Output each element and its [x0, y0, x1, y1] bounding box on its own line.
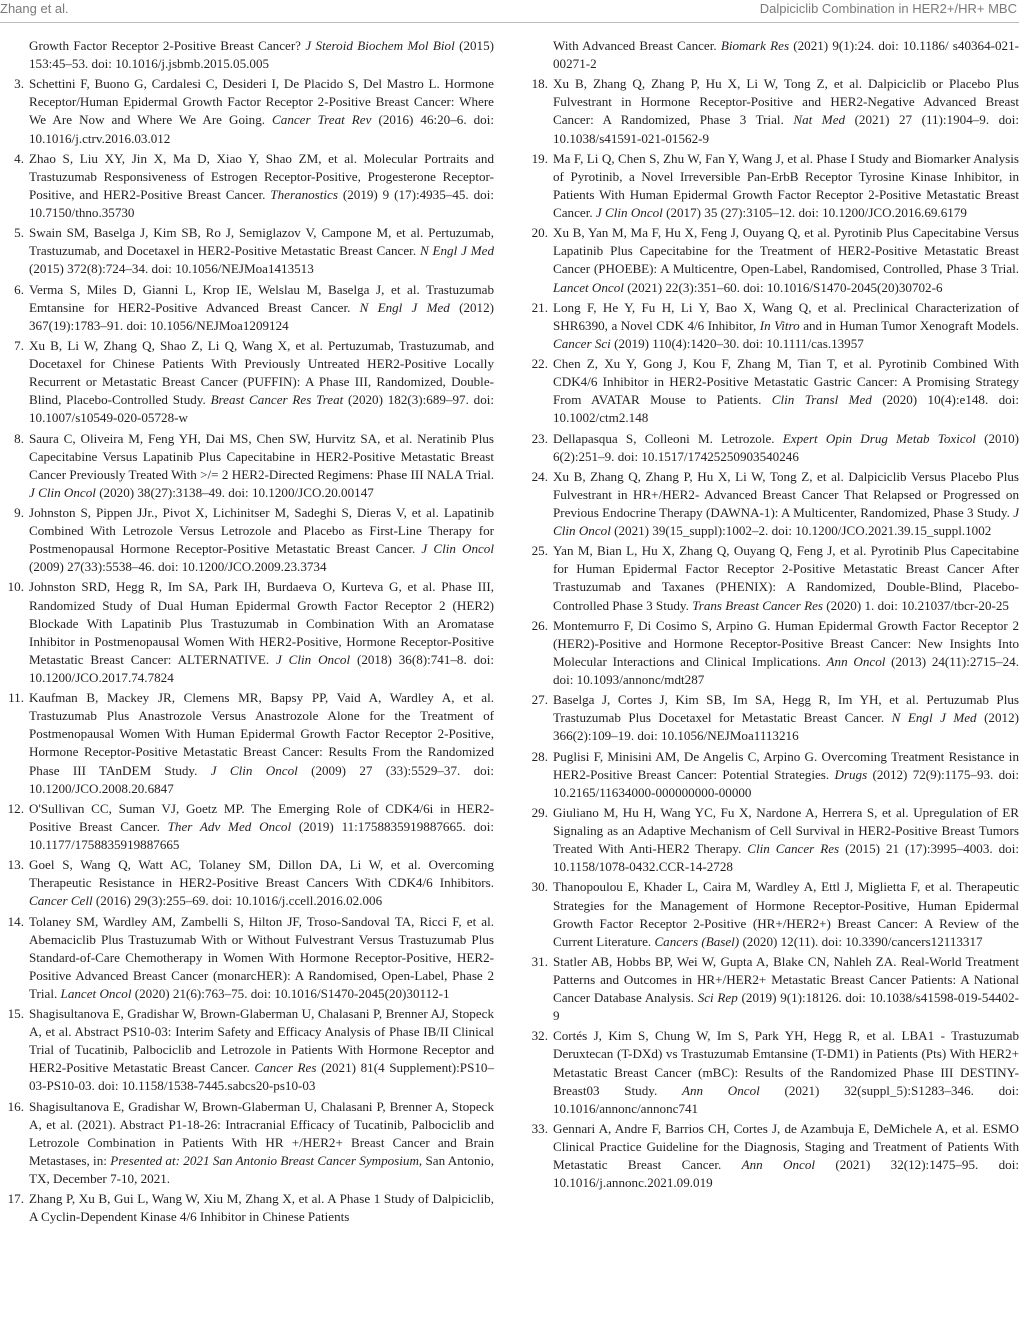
reference-number: 27. [531, 692, 548, 708]
reference-text: (2009) 27(33):5538–46. doi: 10.1200/JCO.2009.23.3734 [29, 559, 327, 575]
running-header-title: Dalpiciclib Combination in HER2+/HR+ MBC [759, 1, 1017, 16]
reference-text: Giuliano M, Hu H, Wang YC, Fu X, Nardone A, Herrera S, et al. Upregulation of ER Signaling as an Adaptive Mechanism of Cell Survival in HER2-Positive Breast Tumors Treated With Anti-HER2 Therapy. [553, 804, 1019, 857]
reference-text: (2017) 35 (27):3105–12. doi: 10.1200/JCO.2016.69.6179 [662, 205, 967, 221]
reference-text: Xu B, Zhang Q, Zhang P, Hu X, Li W, Tong Z, et al. Dalpiciclib Versus Placebo Plus Fulvestrant in HR+/HER2- Advanced Breast Cancer That Relapsed or Progressed on Previous Endocrine Therapy (DAWNA-1): A Multicenter, Randomized, Phase 3 Study. [553, 468, 1019, 520]
reference-number: 3. [14, 76, 24, 92]
reference-text: Yan M, Bian L, Hu X, Zhang Q, Ouyang Q, Feng J, et al. Pyrotinib Plus Capecitabine for Human Epidermal Factor Receptor 2-Positive Metastatic Breast Cancer After Trastuzumab and Taxanes (PHENIX): A Randomized, Double-Blind, Placebo-Controlled Phase 3 Study. [553, 543, 1019, 613]
reference-text: (2016) 29(3):255–69. doi: 10.1016/j.ccell.2016.02.006 [92, 893, 383, 909]
reference-item [524, 224, 1019, 296]
reference-item [0, 281, 494, 335]
reference-number: 12. [7, 800, 24, 816]
reference-text: Swain SM, Baselga J, Kim SB, Ro J, Semiglazov V, Campone M, et al. Pertuzumab, Trastuzumab, and Docetaxel in HER2-Positive Metastatic Breast Cancer. [29, 225, 494, 259]
reference-continuation [0, 37, 494, 73]
reference-item [0, 1005, 494, 1095]
reference-item [524, 468, 1019, 540]
reference-journal: Clin Transl Med [771, 392, 872, 408]
reference-journal: Trans Breast Cancer Res [692, 597, 824, 613]
reference-text: Gennari A, Andre F, Barrios CH, Cortes J, de Azambuja E, DeMichele A, et al. ESMO Clinical Practice Guideline for the Diagnosis, Staging and Treatment of Patients With Metastatic Breast Cancer. [553, 1120, 1019, 1173]
reference-item [524, 75, 1019, 147]
reference-text: (2019) 11:1758835919887665. doi: 10.1177/1758835919887665 [29, 818, 494, 852]
reference-number: 5. [14, 225, 24, 241]
reference-text: Tolaney SM, Wardley AM, Zambelli S, Hilton JF, Troso-Sandoval TA, Ricci F, et al. Abemaciclib Plus Trastuzumab With or Without Fulvestrant Versus Trastuzumab Plus Standard-of-Care Chemotherapy in Women With Hormone Receptor-Positive, HER2-Positive Advanced Breast Cancer (monarcHER): A Randomised, Open-Label, Phase 2 Trial. [29, 913, 494, 1001]
reference-text: (2015) 21 (17):3995–4003. doi: 10.1158/1078-0432.CCR-14-2728 [553, 841, 1019, 875]
reference-text: (2020) 182(3):689–97. doi: 10.1007/s10549-020-05728-w [29, 392, 495, 426]
reference-text: Zhao S, Liu XY, Jin X, Ma D, Xiao Y, Shao ZM, et al. Molecular Portraits and Trastuzumab Responsiveness of Estrogen Receptor-Positive, Progesterone Receptor-Positive, and HER2-Positive Breast Cancer. [29, 150, 494, 202]
reference-number: 4. [14, 150, 24, 166]
reference-number: 21. [531, 299, 548, 315]
reference-text: Long F, He Y, Fu H, Li Y, Bao X, Wang Q, et al. Preclinical Characterization of SHR6390, a Novel CDK 4/6 Inhibitor, [553, 299, 1019, 333]
reference-journal: J Clin Oncol [210, 762, 298, 778]
reference-text: Verma S, Miles D, Gianni L, Krop IE, Welslau M, Baselga J, et al. Trastuzumab Emtansine for HER2-Positive Advanced Breast Cancer. [29, 281, 494, 315]
reference-item [0, 856, 494, 910]
reference-item [524, 430, 1019, 466]
reference-text: Chen Z, Xu Y, Gong J, Kou F, Zhang M, Tian T, et al. Pyrotinib Combined With CDK4/6 Inhibitor in HER2-Positive Metastatic Gastric Cancer: A Promising Strategy From AVATAR Mouse to Patients. [553, 356, 1019, 408]
reference-journal: Clin Cancer Res [747, 841, 840, 857]
reference-text: Montemurro F, Di Cosimo S, Arpino G. Human Epidermal Growth Factor Receptor 2 (HER2)-Positive and Hormone Receptor-Positive Breast Cancer: New Insights Into Molecular Interactions and Clinical Implications. [553, 617, 1019, 669]
reference-text: (2019) 9(1):18126. doi: 10.1038/s41598-019-54402-9 [553, 990, 1019, 1024]
reference-item [524, 1027, 1019, 1117]
reference-text: (2013) 24(11):2715–24. doi: 10.1093/annonc/mdt287 [553, 653, 1019, 688]
reference-text: Xu B, Yan M, Ma F, Hu X, Feng J, Ouyang Q, et al. Pyrotinib Plus Capecitabine Versus Lapatinib Plus Capecitabine for the Treatment of HER2-Positive Metastatic Breast Cancer (PHOEBE): A Multicentre, Open-Label, Randomised, Controlled, Phase 3 Trial. [553, 225, 1019, 277]
reference-text: Puglisi F, Minisini AM, De Angelis C, Arpino G. Overcoming Treatment Resistance in HER2-Positive Breast Cancer: Potential Strategies. [553, 748, 1019, 782]
reference-number: 28. [531, 748, 548, 764]
reference-journal: J Clin Oncol [421, 541, 494, 557]
reference-journal: Cancer Treat Rev [272, 112, 372, 128]
reference-item [524, 150, 1019, 222]
reference-number: 23. [531, 430, 548, 446]
reference-number: 24. [531, 468, 548, 484]
reference-journal: Drugs [834, 766, 868, 782]
reference-text: (2020) 12(11). doi: 10.3390/cancers12113317 [739, 933, 983, 949]
reference-journal: N Engl J Med [359, 299, 450, 315]
reference-text: (2019) 110(4):1420–30. doi: 10.1111/cas.13957 [610, 335, 864, 351]
reference-journal: Ann Oncol [826, 653, 886, 669]
reference-journal: Ann Oncol [741, 1157, 816, 1173]
reference-text: Goel S, Wang Q, Watt AC, Tolaney SM, Dillon DA, Li W, et al. Overcoming Therapeutic Resistance in HER2-Positive Breast Cancers With CDK4/6 Inhibitors. [29, 857, 494, 891]
reference-journal: Nat Med [793, 112, 846, 128]
reference-text: (2016) 46:20–6. doi: 10.1016/j.ctrv.2016.03.012 [29, 112, 494, 146]
reference-journal: Breast Cancer Res Treat [210, 392, 344, 408]
reference-text: (2021) 9(1):24. doi: 10.1186/ s40364-021-00271-2 [553, 38, 1019, 72]
reference-journal: Ann Oncol [681, 1082, 760, 1098]
reference-text: Baselga J, Cortes J, Kim SB, Im SA, Hegg R, Im YH, et al. Pertuzumab Plus Trastuzumab Plus Docetaxel for Metastatic Breast Cancer. [553, 692, 1019, 726]
reference-text: O'Sullivan CC, Suman VJ, Goetz MP. The Emerging Role of CDK4/6i in HER2-Positive Breast Cancer. [29, 800, 494, 834]
reference-number: 13. [7, 857, 24, 873]
reference-item [0, 913, 494, 1003]
reference-number: 16. [7, 1098, 24, 1114]
reference-item [524, 691, 1019, 745]
reference-item [0, 337, 494, 427]
reference-text: (2020) 21(6):763–75. doi: 10.1016/S1470-2045(20)30112-1 [131, 985, 450, 1001]
reference-text: (2020) 38(27):3138–49. doi: 10.1200/JCO.20.00147 [95, 484, 374, 500]
reference-number: 30. [531, 879, 548, 895]
reference-text: and in Human Tumor Xenograft Models. [799, 317, 1019, 333]
reference-text: Growth Factor Receptor 2-Positive Breast Cancer? [29, 38, 306, 53]
reference-journal: Sci Rep [697, 990, 738, 1006]
reference-text: (2010) 6(2):251–9. doi: 10.1517/17425250903540246 [553, 430, 1019, 464]
reference-journal: Lancet Oncol [553, 279, 624, 295]
reference-text: (2020) 1. doi: 10.21037/tbcr-20-25 [823, 597, 1009, 613]
reference-journal: Theranostics [270, 186, 338, 202]
reference-text: (2021) 39(15_suppl):1002–2. doi: 10.1200/JCO.2021.39.15_suppl.1002 [610, 523, 992, 539]
reference-text: (2021) 32(12):1475–95. doi: 10.1016/j.annonc.2021.09.019 [553, 1157, 1019, 1191]
reference-journal: Biomark Res [720, 38, 790, 53]
reference-journal: Ther Adv Med Oncol [167, 818, 292, 834]
reference-text: (2015) 372(8):724–34. doi: 10.1056/NEJMoa1413513 [29, 261, 314, 277]
reference-journal: J Clin Oncol [29, 484, 96, 500]
reference-item [0, 1190, 494, 1226]
reference-number: 8. [14, 430, 24, 446]
reference-journal: Expert Opin Drug Metab Toxicol [782, 430, 976, 446]
reference-text: (2021) 81(4 Supplement):PS10–03-PS10-03. doi: 10.1158/1538-7445.sabcs20-ps10-03 [29, 1060, 494, 1094]
reference-item [524, 617, 1019, 689]
reference-text: Kaufman B, Mackey JR, Clemens MR, Bapsy PP, Vaid A, Wardley A, et al. Trastuzumab Plus Anastrozole Versus Anastrozole Alone for the Treatment of Postmenopausal Women With Human Epidermal Growth Factor Receptor 2-Positive, Hormone Receptor-Positive Metastatic Breast Cancer: Results From the Randomized Phase III TAnDEM Study. [29, 690, 494, 778]
reference-text: With Advanced Breast Cancer. [553, 38, 721, 53]
reference-item [524, 953, 1019, 1025]
reference-text: Saura C, Oliveira M, Feng YH, Dai MS, Chen SW, Hurvitz SA, et al. Neratinib Plus Capecitabine Versus Lapatinib Plus Capecitabine in HER2-Positive Metastatic Breast Cancer Previously Treated With >/= 2 HER2-Directed Regimens: Phase III NALA Trial. [29, 430, 494, 482]
reference-journal: J Clin Oncol [553, 505, 1019, 539]
reference-text: Xu B, Zhang Q, Zhang P, Hu X, Li W, Tong Z, et al. Dalpiciclib or Placebo Plus Fulvestrant in Hormone Receptor-Positive and HER2-Negative Advanced Breast Cancer: A Randomized, Phase 3 Trial. [553, 76, 1019, 128]
reference-text: (2019) 9 (17):4935–45. doi: 10.7150/thno.35730 [29, 186, 494, 221]
reference-journal: J Clin Oncol [595, 205, 663, 221]
reference-text: Ma F, Li Q, Chen S, Zhu W, Fan Y, Wang J, et al. Phase I Study and Biomarker Analysis of Pyrotinib, a Novel Irreversible Pan-ErbB Receptor Tyrosine Kinase Inhibitor, in Patients With Human Epidermal Growth Factor Receptor 2-Positive Metastatic Breast Cancer. [553, 150, 1019, 221]
reference-text: (2012) 367(19):1783–91. doi: 10.1056/NEJMoa1209124 [29, 299, 494, 333]
reference-text: Johnston S, Pippen JJr., Pivot X, Lichinitser M, Sadeghi S, Dieras V, et al. Lapatinib Combined With Letrozole Versus Letrozole and Placebo as First-Line Therapy for Postmenopausal Hormone Receptor-Positive Metastatic Breast Cancer. [29, 505, 494, 557]
reference-item [524, 1120, 1019, 1192]
reference-text: Dellapasqua S, Colleoni M. Letrozole. [553, 430, 783, 446]
reference-text: Xu B, Li W, Zhang Q, Shao Z, Li Q, Wang X, et al. Pertuzumab, Trastuzumab, and Docetaxel for Chinese Patients With Previously Untreated HER2-Positive Locally Recurrent or Metastatic Breast Cancer (PUFFIN): A Phase III, Randomized, Double-Blind, Placebo-Controlled Study. [29, 337, 494, 408]
reference-number: 25. [531, 543, 548, 559]
reference-item [0, 689, 494, 798]
header-divider [0, 22, 1019, 23]
reference-item [0, 578, 494, 687]
reference-number: 6. [14, 281, 24, 297]
reference-item [0, 800, 494, 854]
reference-text: (2021) 22(3):351–60. doi: 10.1016/S1470-2045(20)30702-6 [623, 279, 943, 295]
reference-number: 29. [531, 804, 548, 820]
reference-journal: Cancer Sci [553, 335, 611, 351]
reference-number: 11. [8, 690, 24, 706]
reference-number: 10. [7, 579, 24, 595]
reference-text: (2021) 32(suppl_5):S1283–346. doi: 10.1016/annonc/annonc741 [553, 1082, 1019, 1116]
reference-text: Cortés J, Kim S, Chung W, Im S, Park YH, Hegg R, et al. LBA1 - Trastuzumab Deruxtecan (T-DXd) vs Trastuzumab Emtansine (T-DM1) in Patients (Pts) With HER2+ Metastatic Breast Cancer (mBC): Results of the Randomized Phase III DESTINY-Breast03 Study. [553, 1028, 1019, 1098]
reference-item [524, 878, 1019, 950]
reference-text: (2012) 366(2):109–19. doi: 10.1056/NEJMoa1113216 [553, 710, 1019, 744]
reference-journal: N Engl J Med [891, 710, 977, 726]
reference-journal: J Steroid Biochem Mol Biol [305, 38, 455, 53]
reference-text: Statler AB, Hobbs BP, Wei W, Gupta A, Blake CN, Nahleh ZA. Real-World Treatment Patterns and Outcomes in HR+/HER2+ Metastatic Breast Cancer Patients: A National Cancer Database Analysis. [553, 953, 1019, 1006]
reference-item [524, 804, 1019, 876]
reference-number: 26. [531, 617, 548, 633]
reference-item [0, 430, 494, 502]
reference-number: 18. [531, 76, 548, 92]
running-header [0, 0, 1019, 22]
reference-journal: Cancers (Basel) [654, 933, 740, 949]
reference-continuation [524, 37, 1019, 73]
reference-item [0, 1098, 494, 1188]
reference-number: 33. [531, 1120, 548, 1136]
reference-item [524, 748, 1019, 802]
reference-number: 32. [531, 1028, 548, 1044]
reference-text: Zhang P, Xu B, Gui L, Wang W, Xiu M, Zhang X, et al. A Phase 1 Study of Dalpiciclib, A Cyclin-Dependent Kinase 4/6 Inhibitor in Chinese Patients [29, 1191, 494, 1225]
reference-number: 9. [14, 505, 24, 520]
reference-text: Thanopoulou E, Khader L, Caira M, Wardley A, Ettl J, Miglietta F, et al. Therapeutic Strategies for the Management of Hormone Receptor-Positive, Human Epidermal Growth Factor Receptor 2-Positive (HR+/HER2+) Breast Cancer: A Review of the Current Literature. [553, 879, 1019, 949]
reference-number: 20. [531, 225, 548, 241]
reference-journal: Cancer Cell [29, 893, 93, 909]
reference-number: 22. [531, 356, 548, 372]
reference-number: 15. [7, 1006, 24, 1022]
reference-text: (2009) 27 (33):5529–37. doi: 10.1200/JCO.2008.20.6847 [29, 762, 494, 796]
reference-text: (2018) 36(8):741–8. doi: 10.1200/JCO.2017.74.7824 [29, 651, 494, 685]
references-right-column [524, 37, 1019, 1194]
reference-text: Johnston SRD, Hegg R, Im SA, Park IH, Burdaeva O, Kurteva G, et al. Phase III, Randomized Study of Dual Human Epidermal Growth Factor Receptor 2 (HER2) Blockade With Lapatinib Plus Trastuzumab in Combination With an Aromatase Inhibitor in Postmenopausal Women With HER2-Positive, Hormone Receptor-Positive Metastatic Breast Cancer: ALTERNATIVE. [29, 579, 494, 667]
references-left-column [0, 37, 494, 1229]
reference-number: 7. [14, 337, 24, 353]
reference-text: (2021) 27 (11):1904–9. doi: 10.1038/s41591-021-01562-9 [553, 112, 1019, 146]
reference-journal: Cancer Res [254, 1060, 317, 1076]
reference-text: (2020) 10(4):e148. doi: 10.1002/ctm2.148 [553, 392, 1019, 426]
reference-journal: J Clin Oncol [275, 651, 351, 667]
reference-item [0, 150, 494, 222]
reference-item [0, 504, 494, 576]
reference-journal: Presented at: 2021 San Antonio Breast Cancer Symposium [110, 1152, 419, 1168]
reference-item [0, 75, 494, 147]
reference-item [524, 355, 1019, 427]
reference-journal: In Vitro [759, 317, 800, 333]
reference-text: Shagisultanova E, Gradishar W, Brown-Glaberman U, Chalasani P, Brenner A, Stopeck A, et al. (2021). Abstract P1-18-26: Intracranial Efficacy of Tucatinib, Palbociclib and Letrozole Combination in Patients With HR +/HER2+ Breast Cancer and Brain Metastases, in: [29, 1098, 494, 1168]
reference-item [0, 224, 494, 278]
reference-text: Schettini F, Buono G, Cardalesi C, Desideri I, De Placido S, Del Mastro L. Hormone Receptor/Human Epidermal Growth Factor Receptor 2-Positive Breast Cancer: Where We Are Now and Where We Are Going. [29, 76, 494, 128]
reference-item [524, 542, 1019, 614]
reference-journal: Lancet Oncol [60, 985, 132, 1001]
reference-text: (2015) 153:45–53. doi: 10.1016/j.jsbmb.2015.05.005 [29, 38, 495, 72]
running-header-authors: Zhang et al. [0, 1, 69, 16]
reference-text: , San Antonio, TX, December 7-10, 2021. [29, 1152, 494, 1187]
reference-journal: N Engl J Med [419, 243, 494, 259]
reference-number: 17. [7, 1191, 24, 1207]
reference-number: 19. [531, 150, 548, 166]
reference-number: 31. [531, 953, 548, 969]
reference-text: Shagisultanova E, Gradishar W, Brown-Glaberman U, Chalasani P, Brenner AJ, Stopeck A, et al. Abstract PS10-03: Interim Safety and Efficacy Analysis of Phase IB/II Clinical Trial of Tucatinib, Palbociclib and Letrozole in Patients With Hormone Receptor and HER2-Positive Metastatic Breast Cancer. [29, 1006, 494, 1076]
reference-text: (2012) 72(9):1175–93. doi: 10.2165/11634000-000000000-00000 [553, 766, 1019, 800]
reference-item [524, 299, 1019, 353]
reference-number: 14. [7, 913, 24, 929]
